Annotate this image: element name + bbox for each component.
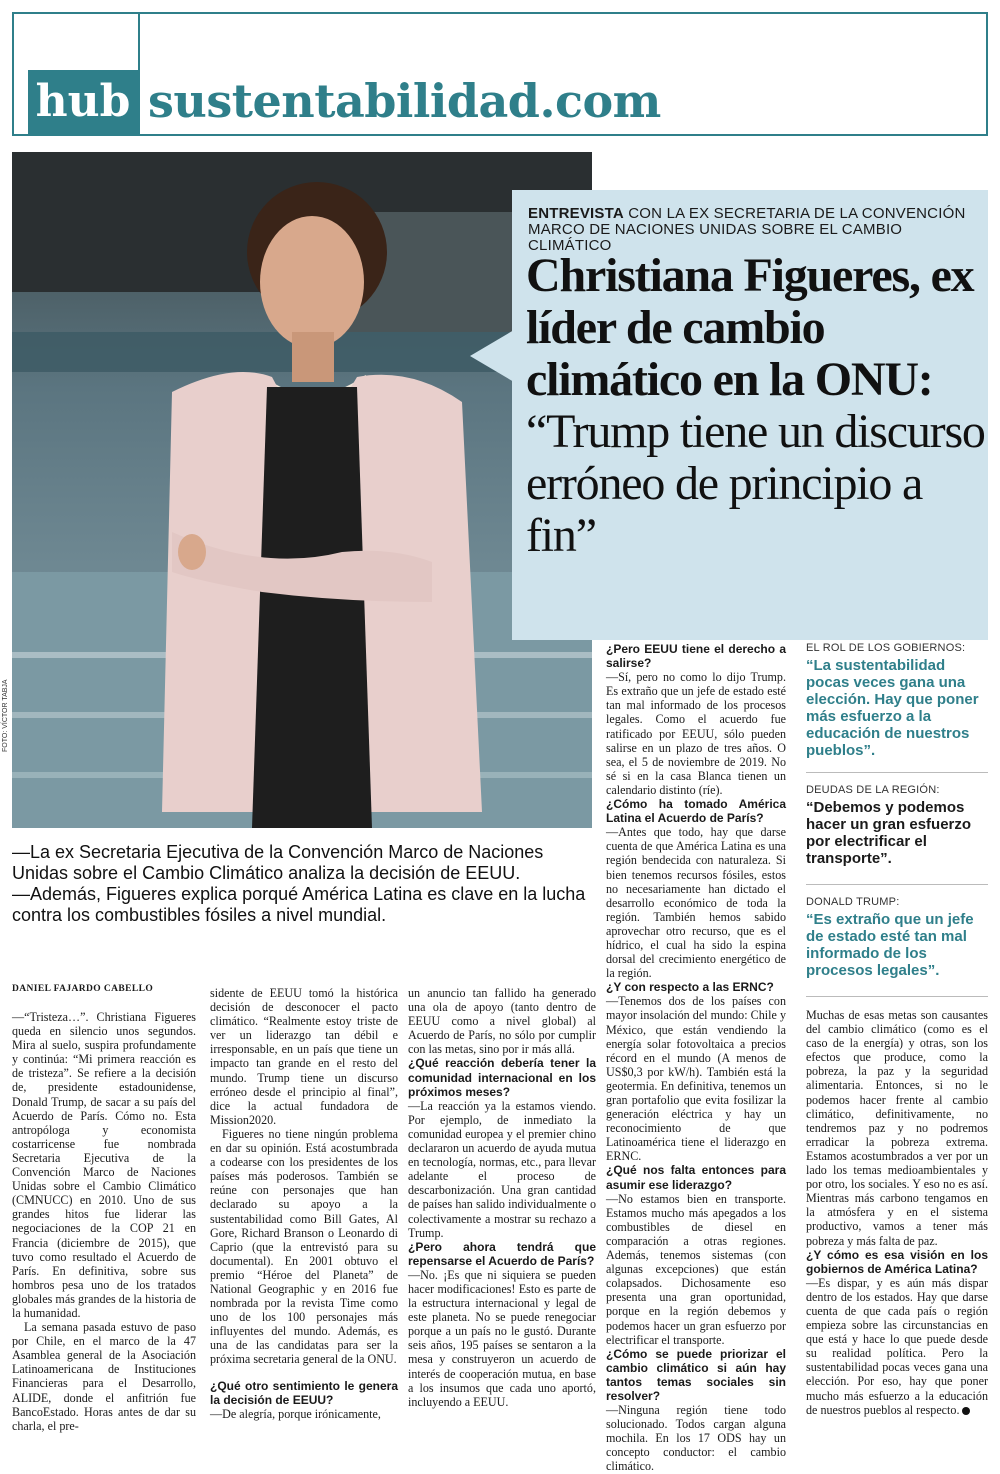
sidebar-label: EL ROL DE LOS GOBIERNOS: <box>806 642 966 654</box>
sidebar-text: “La sustentabilidad pocas veces gana una elección. Hay que poner más esfuerzo a la educación de nuestros pueblos”. <box>806 657 979 759</box>
headline-title: Christiana Figueres, ex líder de cambio climático en la ONU: <box>526 249 974 406</box>
answer: —No. ¡Es que ni siquiera se pueden hacer modificaciones! Esto es parte de la estructura internacional y legal de este planeta. No se puede renegociar porque a un país no le gustó. Durante seis años, 195 países se sentaron a la mesa y construyeron un acuerdo de interés de cooperación mutua, en base a los insumos que cada uno aportó, incluyendo a EEUU. <box>408 1267 596 1409</box>
answer: un anuncio tan fallido ha generado una ola de apoyo (tanto dentro de EEUU como a nivel global) al Acuerdo de París, no sólo por cumplir con las metas, sino por ir más allá. <box>408 986 596 1057</box>
sidebar-text: “Debemos y podemos hacer un gran esfuerzo por electrificar el transporte”. <box>806 799 972 867</box>
paragraph: —“Tristeza…”. Christiana Figueres queda en silencio unos segundos. Mira al suelo, suspira profundamente y continúa: “Mi primera reacción es de tristeza”. Se refiere a la decisión de, presidente estadounidense, Donald Trump, de sacar a su país del Acuerdo de París. Cómo no. Esta antropóloga y economista costarricense fue nombrada Secretaria Ejecutiva de la Convención Marco de Naciones Unidas sobre el Cambio Climático (CMNUCC) en 2010. Uno de sus grandes hitos fue liderar las negociaciones de la COP 21 en Francia (diciembre de 2015), que tuvo como resultado el Acuerdo de París. En definitiva, sobre sus hombros pesa uno de los tratados globales más grandes de la historia de la humanidad. <box>12 1010 196 1320</box>
answer-final <box>806 1276 988 1417</box>
answer-text: —Es dispar, y es aún más dispar dentro de los estados. Hay que darse cuenta de que cada país o región empieza sobre las circunstancias en que está y hace lo que puede desde su realidad política. Pero la sustentabilidad pocas veces gana una elección. Por eso, hay que poner mucho más esfuerzo a la educación de nuestros pueblos al respecto. <box>806 1275 988 1417</box>
answer: —La reacción ya la estamos viendo. Por ejemplo, de inmediato la comunidad europea y el premier chino declararon un acuerdo de ayuda mutua en tecnología, normas, etc., para llevar adelante el proceso de descarbonización. Una gran cantidad de países han salido individualmente o colectivamente a mostrar su rechazo a Trump. <box>408 1098 596 1240</box>
kicker-rest: CON LA EX SECRETARIA DE LA CONVENCIÓN MARCO DE NACIONES UNIDAS SOBRE EL CAMBIO CLIMÁTICO <box>528 205 966 254</box>
answer: —De alegría, porque irónicamente, <box>210 1406 381 1421</box>
divider <box>806 996 988 997</box>
question: ¿Cómo se puede priorizar el cambio climático si aún hay tantos temas sociales sin resolver? <box>606 1346 786 1403</box>
article-column-5 <box>806 1008 988 1417</box>
headline-panel-pointer <box>470 330 514 382</box>
article-column-4 <box>606 642 786 1474</box>
summary <box>12 842 594 926</box>
divider <box>806 772 988 773</box>
question: ¿Pero EEUU tiene el derecho a salirse? <box>606 642 786 671</box>
question: ¿Cómo ha tomado América Latina el Acuerdo de París? <box>606 797 786 826</box>
summary-point: —Además, Figueres explica porqué América Latina es clave en la lucha contra los combustibles fósiles a nivel mundial. <box>12 884 586 925</box>
photo-credit: FOTO: VÍCTOR TABJA <box>2 679 9 752</box>
article-column-3 <box>408 986 596 1409</box>
end-mark-icon <box>962 1407 970 1415</box>
question: ¿Qué nos falta entonces para asumir ese liderazgo? <box>606 1163 786 1192</box>
sidebar-quote-3 <box>806 896 988 979</box>
site-name: sustentabilidad.com <box>148 74 661 128</box>
sidebar-label: DEUDAS DE LA REGIÓN: <box>806 784 940 796</box>
question: ¿Qué reacción debería tener la comunidad internacional en los próximos meses? <box>408 1056 596 1099</box>
sidebar-quote-1 <box>806 642 988 759</box>
answer: —Sí, pero no como lo dijo Trump. Es extraño que un jefe de estado esté tan mal informado de los procesos legales. Como el acuerdo fue ratificado por EEUU, sólo pueden salirse en un plazo de tres años. O sea, el 5 de noviembre de 2019. No sé si en la casa Blanca tienen un calendario distinto (ríe). <box>606 670 786 797</box>
question: ¿Y con respecto a las ERNC? <box>606 980 774 995</box>
headline-quote: “Trump tiene un discurso erróneo de principio a fin” <box>526 405 985 562</box>
article-column-1 <box>12 1010 196 1433</box>
portrait-illustration <box>12 152 592 828</box>
paragraph: La semana pasada estuvo de paso por Chile, en el marco de la 47 Asamblea general de la Asociación Latinoamericana de Instituciones Financieras para el Desarrollo, ALIDE, donde el anfitrión fue BancoEstado. Horas antes de dar su charla, el pre- <box>12 1320 196 1433</box>
sidebar-label: DONALD TRUMP: <box>806 896 900 908</box>
kicker-bold: ENTREVISTA <box>528 205 624 222</box>
sidebar-quote-2 <box>806 784 988 867</box>
byline: DANIEL FAJARDO CABELLO <box>12 984 154 994</box>
answer: —No estamos bien en transporte. Estamos mucho más apegados a los combustibles de diesel en comparación a otras regiones. Además, tenemos sistemas (con algunas excepciones) que están colapsados. Dichosamente eso presenta una gran oportunidad, porque en la región debemos y podemos hacer un gran esfuerzo por electrificar el transporte. <box>606 1191 786 1347</box>
answer: —Antes que todo, hay que darse cuenta de que América Latina es una región bendecida con naturaleza. Si bien tenemos recursos fósiles, estos no necesariamente han dictado el desarrollo económico de toda la región. También hemos sabido aprovechar otro recurso, que es el hídrico, el cual ha sido la espina dorsal del crecimiento energético de la región. <box>606 825 786 981</box>
article-column-2 <box>210 986 398 1421</box>
answer: —Ninguna región tiene todo solucionado. Todos cargan alguna mochila. En los 17 ODS hay un concepto conductor: el cambio climático. <box>606 1403 786 1474</box>
summary-point: —La ex Secretaria Ejecutiva de la Convención Marco de Naciones Unidas sobre el Cambio Climático analiza la decisión de EEUU. <box>12 842 544 883</box>
divider <box>806 884 988 885</box>
portrait-photo <box>12 152 592 828</box>
answer: Muchas de esas metas son causantes del cambio climático (como es el caso de la energía) y otras, son los efectos que produce, como la pobreza, la paz y la seguridad alimentaria. Entonces, si no le podemos hacer frente al cambio climático, definitivamente, no tendremos paz y no podremos erradicar la pobreza extrema. Estamos acostumbrados a ver por un lado los temas medioambientales y por otro, los sociales. Y eso no es así. Mientras más carbono tengamos en la atmósfera y en el sistema productivo, vamos a tener más pobreza y más falta de paz. <box>806 1008 988 1248</box>
hub-logo: hub <box>28 70 138 134</box>
question: ¿Y cómo es esa visión en los gobiernos de América Latina? <box>806 1247 988 1276</box>
question: ¿Pero ahora tendrá que repensarse el Acuerdo de París? <box>408 1239 596 1268</box>
paragraph: Figueres no tiene ningún problema en dar su opinión. Está acostumbrada a codearse con los presidentes de los países más poderosos. También se reúne con personajes que han declarado su apoyo a la sustentabilidad como Bill Gates, Al Gore, Richard Branson o Leonardo di Caprio (que la entrevistó para su documental). En 2001 obtuvo el premio “Héroe del Planeta” de National Geographic y en 2016 fue nombrada por la revista Time como uno de los 100 personajes más influyentes del mundo. Además, es una de las candidatas para ser la próxima secretaria general de la ONU. <box>210 1126 398 1367</box>
sidebar-text: “Es extraño que un jefe de estado esté tan mal informado de los procesos legales”. <box>806 911 974 979</box>
paragraph: sidente de EEUU tomó la histórica decisión de desconocer el pacto climático. “Realmente estoy triste de ver un liderazgo tan débil e irresponsable, en un país que tiene un impacto tan grande en el resto del mundo. Trump tiene un discurso erróneo desde el principio al final”, dice la actual fundadora de Mission2020. <box>210 986 398 1127</box>
answer: —Tenemos dos de los países con mayor insolación del mundo: Chile y México, que están vendiendo la energía solar fotovoltaica a precios récord en el mundo (A menos de US$0,3 por kW/h). También está la geotermia. En definitiva, tenemos un gran portafolio que evita fosilizar la generación eléctrica y hay un reconocimiento de que Latinoamérica tiene el liderazgo en ERNC. <box>606 994 786 1164</box>
kicker <box>528 206 978 254</box>
question: ¿Qué otro sentimiento le genera la decisión de EEUU? <box>210 1378 398 1407</box>
